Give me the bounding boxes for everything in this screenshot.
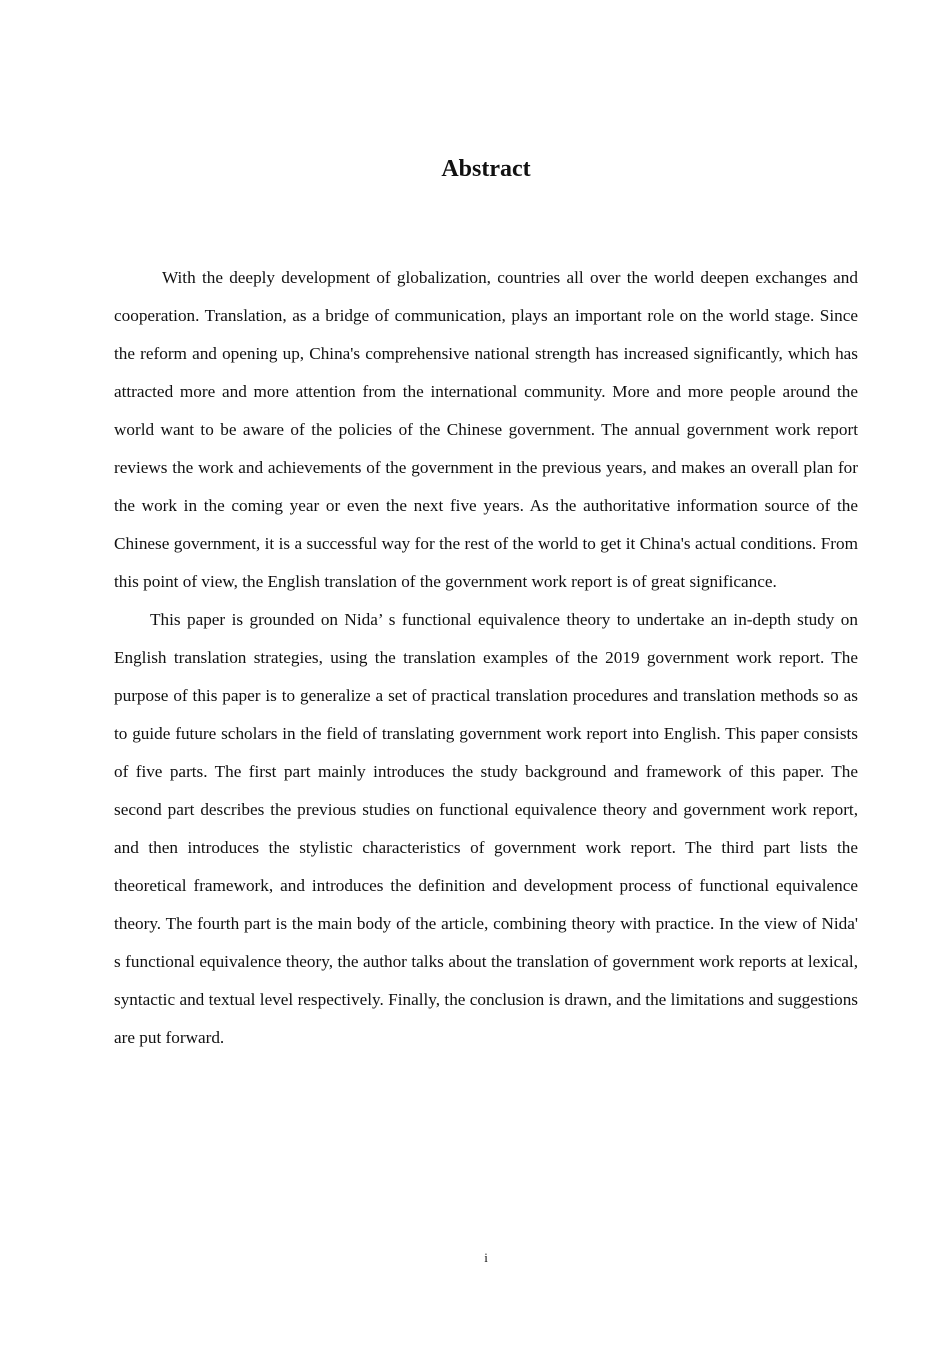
page-number: i (484, 1250, 488, 1265)
abstract-paragraph-2: This paper is grounded on Nida’ s functional equivalence theory to undertake an in-depth study on English translation strategies, using the translation examples of the 2019 government work report. The purpose of this paper is to generalize a set of practical translation procedures and translation methods so as to guide future scholars in the field of translating government work report into English. This paper consists of five parts. The first part mainly introduces the study background and framework of this paper. The second part describes the previous studies on functional equivalence theory and government work report, and then introduces the stylistic characteristics of government work report. The third part lists the theoretical framework, and introduces the definition and development process of functional equivalence theory. The fourth part is the main body of the article, combining theory with practice. In the view of Nida' s functional equivalence theory, the author talks about the translation of government work reports at lexical, syntactic and textual level respectively. Finally, the conclusion is drawn, and the limitations and suggestions are put forward. (114, 610, 858, 1047)
abstract-body (114, 259, 858, 1057)
page-title: Abstract (441, 156, 531, 182)
abstract-paragraph-1: With the deeply development of globalization, countries all over the world deepen exchanges and cooperation. Translation, as a bridge of communication, plays an important role on the world stage. Since the reform and opening up, China's comprehensive national strength has increased significantly, which has attracted more and more attention from the international community. More and more people around the world want to be aware of the policies of the Chinese government. The annual government work report reviews the work and achievements of the government in the previous years, and makes an overall plan for the work in the coming year or even the next five years. As the authoritative information source of the Chinese government, it is a successful way for the rest of the world to get it China's actual conditions. From this point of view, the English translation of the government work report is of great significance. (114, 268, 858, 591)
